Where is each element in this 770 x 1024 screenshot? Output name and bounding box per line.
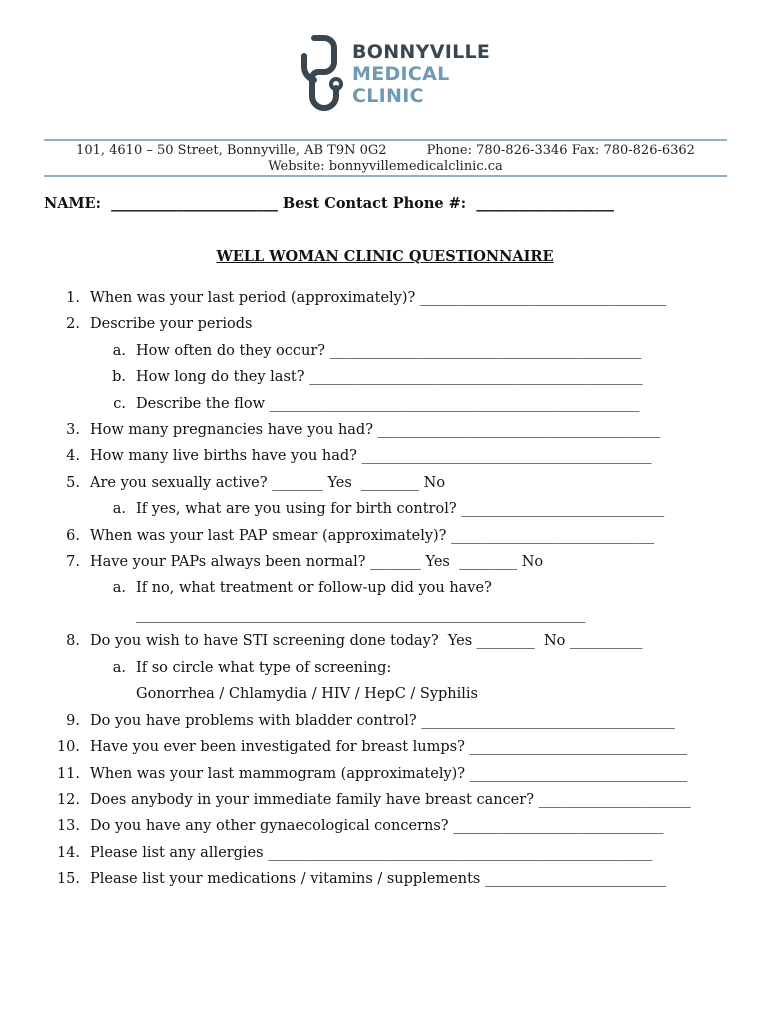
question-number: 4.	[66, 448, 80, 464]
question-number: 13.	[56, 818, 80, 834]
name-label: NAME:	[44, 195, 101, 212]
phone-label: Best Contact Phone #:	[282, 195, 467, 212]
address-line	[44, 143, 727, 159]
question-14[interactable]: Please list any allergies _____________________________________________________	[90, 845, 653, 861]
question-2b[interactable]: How long do they last? ______________________________________________	[136, 369, 643, 385]
question-8a: If so circle what type of screening:	[136, 660, 392, 676]
question-number: a.	[112, 660, 126, 676]
question-15[interactable]: Please list your medications / vitamins / supplements _________________________	[90, 871, 667, 887]
question-3[interactable]: How many pregnancies have you had? _______________________________________	[90, 422, 661, 438]
question-number: 3.	[66, 422, 80, 438]
question-number: c.	[113, 396, 126, 412]
form-title: WELL WOMAN CLINIC QUESTIONNAIRE	[216, 248, 554, 265]
question-number: 6.	[66, 528, 80, 544]
logo-line1: BONNYVILLE	[352, 41, 491, 63]
question-number: 7.	[66, 554, 80, 570]
question-6[interactable]: When was your last PAP smear (approximately)? ____________________________	[90, 528, 655, 544]
question-number: 9.	[66, 713, 80, 729]
phone-field[interactable]: ___________________	[476, 195, 614, 212]
stethoscope-icon	[292, 34, 348, 116]
clinic-address: 101, 4610 – 50 Street, Bonnyville, AB T9N 0G2	[76, 143, 387, 158]
question-number: b.	[112, 369, 126, 385]
question-7[interactable]: Have your PAPs always been normal? _______ Yes ________ No	[90, 554, 544, 570]
question-7a: If no, what treatment or follow-up did you have?	[136, 580, 492, 596]
question-number: 5.	[66, 475, 80, 491]
question-number: 14.	[56, 845, 80, 861]
header-rule-top	[44, 139, 727, 141]
question-9[interactable]: Do you have problems with bladder control? ___________________________________	[90, 713, 675, 729]
question-11[interactable]: When was your last mammogram (approximately)? ______________________________	[90, 766, 688, 782]
question-7a-answer-line[interactable]: ______________________________________________________________	[136, 607, 586, 623]
question-10[interactable]: Have you ever been investigated for breast lumps? ______________________________	[90, 739, 687, 755]
question-13[interactable]: Do you have any other gynaecological concerns? _____________________________	[90, 818, 664, 834]
question-number: a.	[112, 343, 126, 359]
question-number: a.	[112, 580, 126, 596]
question-number: 2.	[66, 316, 80, 332]
question-5[interactable]: Are you sexually active? _______ Yes ________ No	[90, 475, 446, 491]
question-number: 15.	[56, 871, 80, 887]
clinic-logo	[288, 32, 491, 118]
logo-line2: MEDICAL	[352, 63, 450, 85]
question-12[interactable]: Does anybody in your immediate family have breast cancer? _____________________	[90, 792, 691, 808]
question-number: 10.	[56, 739, 80, 755]
header-rule-bottom	[44, 175, 727, 177]
question-1[interactable]: When was your last period (approximately)? __________________________________	[90, 290, 667, 306]
clinic-phone: Phone: 780-826-3346 Fax: 780-826-6362	[426, 143, 695, 158]
question-number: 12.	[56, 792, 80, 808]
name-field[interactable]: _______________________	[111, 195, 278, 212]
question-number: 11.	[56, 766, 80, 782]
question-number: 8.	[66, 633, 80, 649]
clinic-website: Website: bonnyvillemedicalclinic.ca	[268, 159, 503, 174]
question-2c[interactable]: Describe the flow ___________________________________________________	[136, 396, 640, 412]
question-number: 1.	[66, 290, 80, 306]
question-number: a.	[112, 501, 126, 517]
question-8[interactable]: Do you wish to have STI screening done today? Yes ________ No __________	[90, 633, 643, 649]
logo-line3: CLINIC	[352, 85, 424, 107]
name-row	[44, 195, 614, 212]
question-2: Describe your periods	[90, 316, 253, 332]
question-5a[interactable]: If yes, what are you using for birth control? ____________________________	[136, 501, 665, 517]
question-4[interactable]: How many live births have you had? ________________________________________	[90, 448, 652, 464]
screening-options[interactable]: Gonorrhea / Chlamydia / HIV / HepC / Syphilis	[136, 686, 478, 702]
question-2a[interactable]: How often do they occur? ___________________________________________	[136, 343, 642, 359]
